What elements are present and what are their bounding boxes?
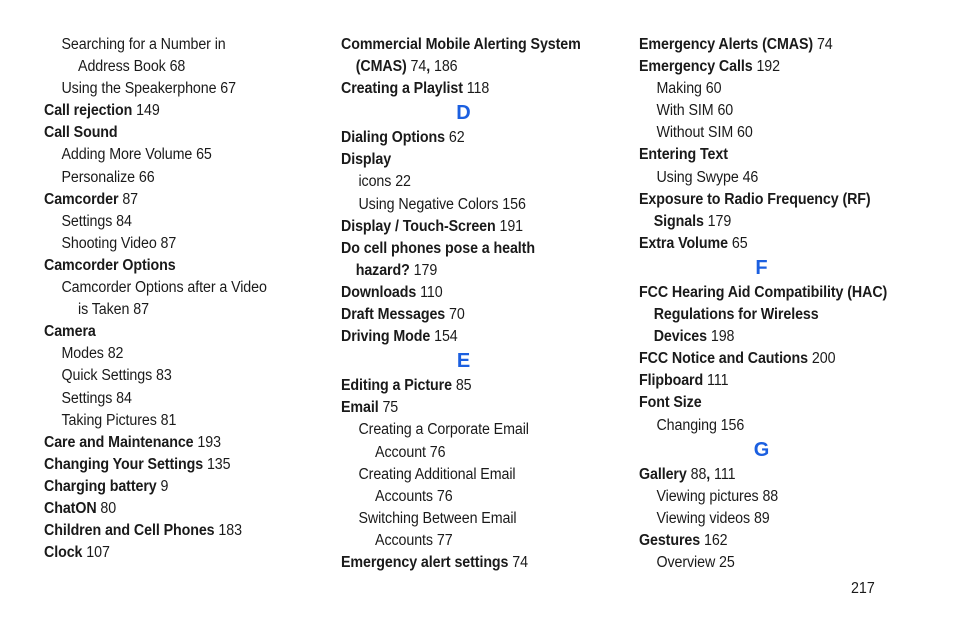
index-entry [341, 78, 589, 100]
index-subentry [341, 464, 589, 486]
index-subentry [44, 299, 292, 321]
page-reference: 110 [420, 283, 443, 301]
page-reference: 77 [436, 531, 453, 549]
index-entry [341, 326, 589, 348]
index-term: Switching Between Email [358, 509, 517, 527]
index-subentry [341, 194, 589, 216]
index-subentry [44, 56, 292, 78]
page-reference: 200 [811, 350, 836, 368]
page-reference: 87 [122, 190, 139, 208]
index-term: Viewing videos [656, 509, 751, 527]
page-reference: 84 [116, 212, 132, 230]
index-term: Searching for a Number in [61, 36, 226, 53]
index-entry [341, 552, 589, 574]
page-reference: 81 [160, 411, 177, 429]
page-reference: 88 [690, 465, 707, 483]
page-reference: 154 [434, 328, 458, 346]
reference-separator: , [706, 465, 711, 483]
index-subentry [639, 122, 887, 144]
index-entry [44, 542, 292, 564]
page-reference: 66 [138, 168, 155, 186]
index-entry [639, 189, 887, 211]
page-reference: 191 [499, 217, 524, 235]
page-reference: 179 [413, 261, 438, 279]
index-entry [44, 454, 292, 476]
index-term: Viewing pictures [656, 487, 759, 505]
index-term: Camcorder Options [44, 256, 176, 274]
index-subentry [639, 167, 887, 189]
page-number: 217 [851, 580, 875, 597]
section-letter: G [753, 438, 770, 461]
page-reference: 46 [742, 168, 759, 186]
index-term: Do cell phones pose a health [341, 239, 535, 257]
index-subentry [44, 388, 292, 410]
page-reference: 156 [502, 195, 526, 213]
index-term: Extra Volume [639, 234, 728, 252]
page-reference: 85 [455, 377, 472, 395]
page-reference: 118 [466, 80, 490, 98]
index-entry [639, 233, 887, 255]
index-term: Downloads [341, 283, 417, 301]
index-term: Gallery [639, 465, 687, 483]
page-reference: 111 [714, 465, 736, 483]
index-subentry [639, 100, 887, 122]
index-term: Using the Speakerphone [61, 80, 217, 98]
index-entry [341, 397, 589, 419]
index-term: Call rejection [44, 102, 133, 120]
index-term: Settings [61, 212, 113, 230]
section-letter: D [456, 102, 471, 125]
page-reference: 76 [436, 487, 453, 505]
index-term: Settings [61, 389, 113, 407]
index-term: icons [358, 173, 392, 191]
page-reference: 80 [100, 499, 117, 517]
index-term: Font Size [639, 394, 702, 412]
index-term: is Taken [78, 301, 130, 319]
index-term: Without SIM [656, 124, 734, 142]
index-subentry [44, 144, 292, 166]
page-reference: 83 [156, 367, 172, 385]
index-entry [639, 56, 887, 78]
page-reference: 75 [382, 399, 399, 417]
page-reference: 22 [395, 173, 411, 191]
index-entry [639, 304, 887, 326]
page-reference: 82 [107, 345, 124, 363]
index-entry [341, 56, 589, 78]
index-term: Overview [656, 553, 716, 571]
index-entry [639, 348, 887, 370]
page-reference: 74 [512, 553, 528, 571]
index-term: Email [341, 399, 379, 417]
index-term: Clock [44, 544, 83, 562]
index-term: Taking Pictures [61, 411, 157, 429]
index-term: Using Swype [656, 168, 739, 186]
index-term: Emergency alert settings [341, 553, 509, 571]
page-reference: 186 [433, 58, 458, 76]
index-term: (CMAS) [355, 58, 407, 76]
index-term: Creating a Playlist [341, 80, 463, 98]
index-entry [44, 476, 292, 498]
index-subentry [44, 211, 292, 233]
index-entry [44, 321, 292, 343]
index-term: Dialing Options [341, 129, 445, 147]
index-term: Emergency Calls [639, 58, 753, 76]
page-reference: 149 [136, 102, 160, 120]
index-term: Shooting Video [61, 234, 157, 252]
page-reference: 183 [218, 522, 242, 540]
index-term: Making [656, 80, 702, 98]
index-term: Display / Touch-Screen [341, 217, 496, 235]
page-reference: 89 [753, 509, 770, 527]
index-subentry [341, 171, 589, 193]
index-subentry [341, 508, 589, 530]
index-column-1 [44, 34, 314, 564]
index-entry [639, 34, 887, 56]
page-reference: 107 [86, 544, 110, 562]
page-reference: 135 [206, 455, 231, 473]
index-term: Display [341, 151, 392, 169]
index-term: Changing Your Settings [44, 455, 204, 473]
index-entry [341, 304, 589, 326]
index-term: Accounts [375, 487, 433, 505]
index-term: Editing a Picture [341, 377, 452, 395]
page-reference: 111 [707, 372, 729, 390]
page-reference: 192 [756, 58, 780, 76]
index-term: Camera [44, 323, 96, 341]
page-reference: 9 [160, 477, 169, 495]
index-term: Charging battery [44, 477, 157, 495]
index-term: Call Sound [44, 124, 118, 142]
index-term: With SIM [656, 102, 714, 120]
index-term: Driving Mode [341, 328, 431, 346]
index-subentry [44, 233, 292, 255]
page-reference: 87 [160, 234, 177, 252]
index-term: FCC Hearing Aid Compatibility (HAC) [639, 283, 888, 301]
index-term: Camcorder Options after a Video [61, 279, 267, 297]
index-term: Address Book [78, 58, 166, 76]
page-reference: 87 [133, 301, 149, 319]
index-term: Care and Maintenance [44, 433, 194, 451]
index-term: Camcorder [44, 190, 119, 208]
page-reference: 60 [737, 124, 753, 142]
index-subentry [44, 167, 292, 189]
index-term: Devices [653, 328, 707, 346]
page-reference: 68 [169, 58, 186, 76]
index-term: Personalize [61, 168, 135, 186]
index-term: Adding More Volume [61, 146, 193, 164]
index-entry [341, 282, 589, 304]
page-reference: 67 [220, 80, 236, 98]
index-subentry [341, 419, 589, 441]
section-letter: F [755, 256, 768, 279]
index-entry [44, 189, 292, 211]
index-subentry [639, 78, 887, 100]
index-term: Account [375, 443, 426, 461]
index-term: Draft Messages [341, 306, 446, 324]
index-entry [639, 464, 887, 486]
index-subentry [44, 277, 292, 299]
index-entry [44, 100, 292, 122]
index-term: Creating a Corporate Email [358, 421, 529, 439]
page-reference: 70 [449, 306, 465, 324]
page-reference: 74 [816, 36, 833, 53]
index-term: hazard? [355, 261, 410, 279]
index-term: Emergency Alerts (CMAS) [639, 36, 814, 53]
index-entry [44, 122, 292, 144]
index-term: FCC Notice and Cautions [639, 350, 809, 368]
index-entry [639, 370, 887, 392]
index-term: Changing [656, 416, 717, 434]
index-subentry [639, 508, 887, 530]
index-term: Signals [653, 212, 704, 230]
page-reference: 60 [717, 102, 734, 120]
index-entry [341, 216, 589, 238]
page-reference: 65 [731, 234, 748, 252]
index-term: Regulations for Wireless [653, 306, 819, 324]
index-term: Exposure to Radio Frequency (RF) [639, 190, 871, 208]
index-subentry [341, 442, 589, 464]
index-subentry [44, 365, 292, 387]
index-term: Accounts [375, 531, 433, 549]
index-entry [341, 260, 589, 282]
index-term: Using Negative Colors [358, 195, 499, 213]
page-reference: 162 [703, 531, 728, 549]
page-reference: 76 [429, 443, 446, 461]
index-entry [44, 520, 292, 542]
page-reference: 88 [762, 487, 779, 505]
index-entry [44, 498, 292, 520]
index-term: Creating Additional Email [358, 465, 516, 483]
index-term: Entering Text [639, 146, 728, 164]
index-entry [341, 127, 589, 149]
index-term: Gestures [639, 531, 701, 549]
index-subentry [44, 78, 292, 100]
page-reference: 179 [707, 212, 732, 230]
index-term: Modes [61, 345, 104, 363]
index-subentry [639, 552, 887, 574]
index-column-2 [341, 34, 611, 574]
reference-separator: , [426, 58, 431, 76]
index-subentry [639, 486, 887, 508]
index-entry [639, 392, 887, 414]
page-reference: 65 [196, 146, 212, 164]
index-subentry [44, 343, 292, 365]
page-reference: 25 [719, 553, 735, 571]
index-term: Flipboard [639, 372, 704, 390]
index-entry [341, 238, 589, 260]
page-reference: 62 [448, 129, 465, 147]
page-reference: 156 [720, 416, 745, 434]
index-entry [341, 149, 589, 171]
index-entry [44, 255, 292, 277]
index-term: Commercial Mobile Alerting System [341, 36, 581, 53]
index-term: Quick Settings [61, 367, 153, 385]
page-reference: 74 [410, 58, 427, 76]
section-letter: E [456, 350, 471, 373]
index-subentry [44, 34, 292, 56]
index-entry [639, 211, 887, 233]
index-subentry [341, 486, 589, 508]
page-reference: 198 [710, 328, 735, 346]
index-entry [44, 432, 292, 454]
index-column-3 [639, 34, 909, 574]
index-entry [341, 34, 589, 56]
index-subentry [639, 415, 887, 437]
page-reference: 60 [705, 80, 722, 98]
index-entry [639, 144, 887, 166]
index-entry [639, 530, 887, 552]
index-entry [639, 282, 887, 304]
index-entry [639, 326, 887, 348]
index-entry [341, 375, 589, 397]
index-term: Children and Cell Phones [44, 522, 215, 540]
page-reference: 84 [116, 389, 132, 407]
page-reference: 193 [197, 433, 221, 451]
index-subentry [341, 530, 589, 552]
index-subentry [44, 410, 292, 432]
index-term: ChatON [44, 499, 97, 517]
